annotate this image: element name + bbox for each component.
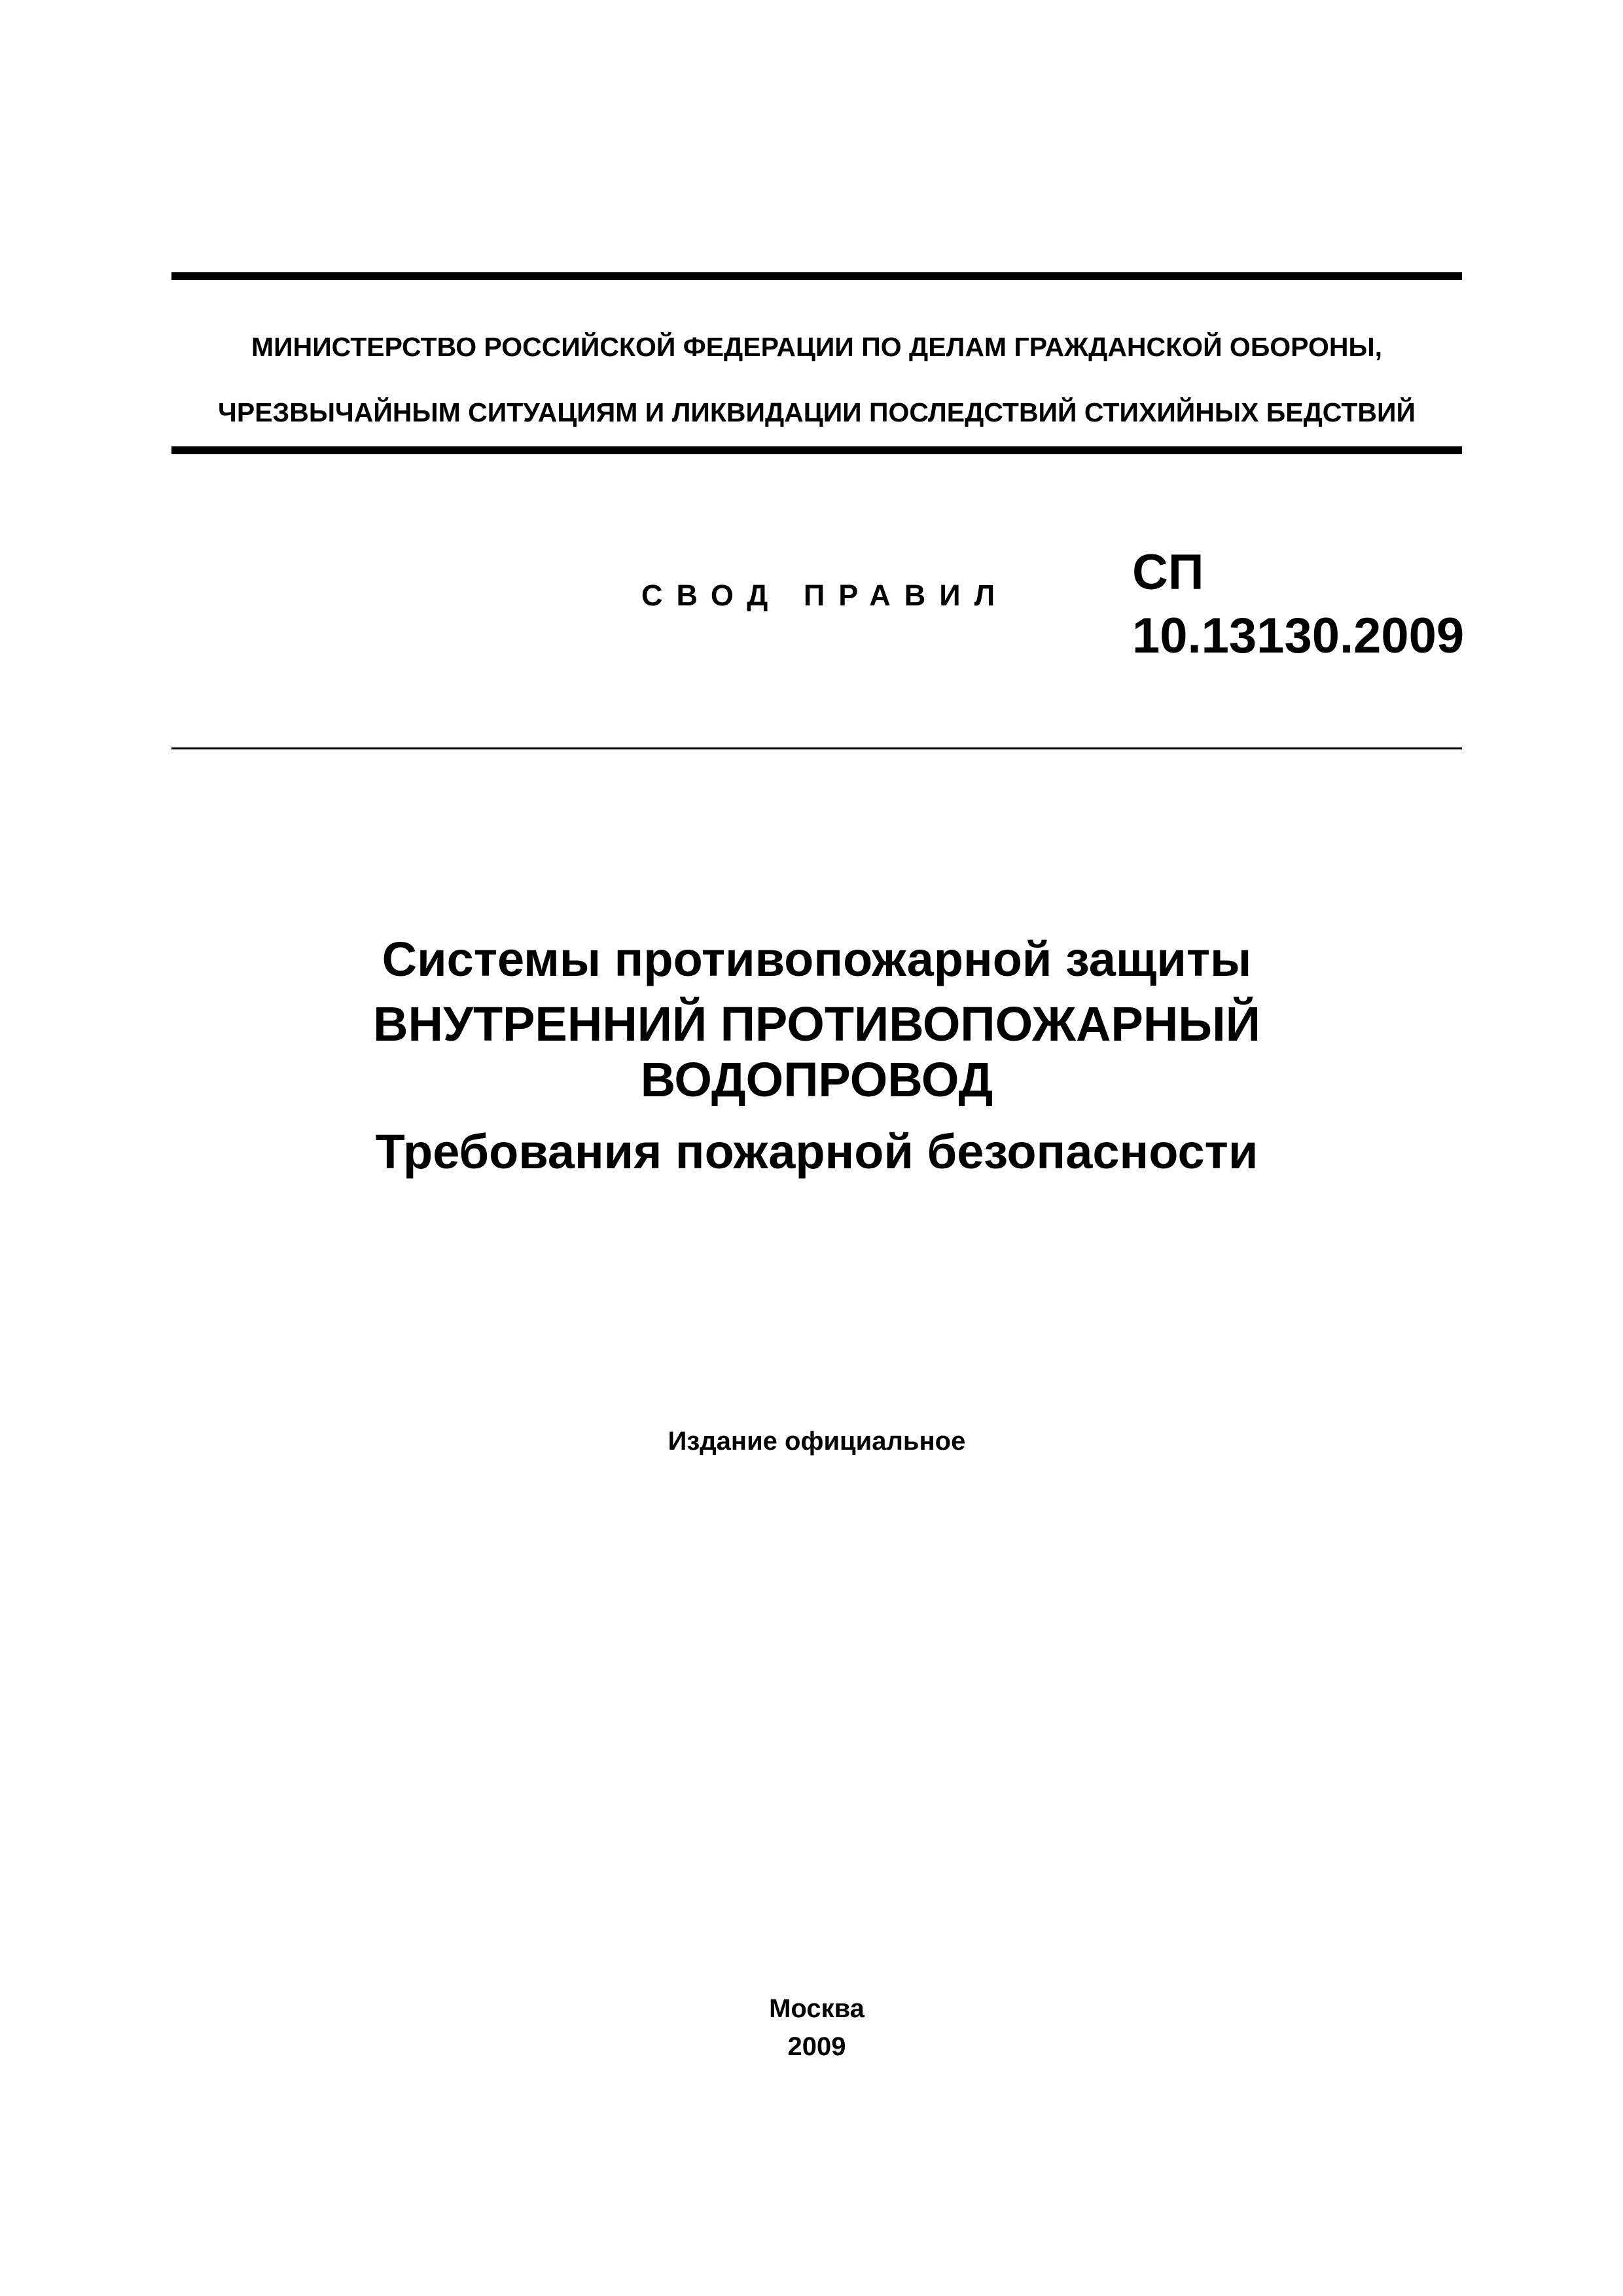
publication-footer (171, 1990, 1462, 2066)
document-type-label: СВОД ПРАВИЛ (641, 579, 1009, 612)
top-thick-rule (171, 272, 1462, 280)
ministry-line-2: ЧРЕЗВЫЧАЙНЫМ СИТУАЦИЯМ И ЛИКВИДАЦИИ ПОСЛЕДСТВИЙ СТИХИЙНЫХ БЕДСТВИЙ (218, 397, 1416, 427)
edition-label: Издание официальное (668, 1427, 966, 1456)
code-number: 10.13130.2009 (1132, 608, 1465, 664)
thin-rule (171, 747, 1462, 749)
publication-city: Москва (769, 1994, 865, 2023)
title-line-3: ВОДОПРОВОД (640, 1052, 993, 1107)
title-line-4: Требования пожарной безопасности (375, 1124, 1258, 1179)
ministry-line-1: МИНИСТЕРСТВО РОССИЙСКОЙ ФЕДЕРАЦИИ ПО ДЕЛАМ ГРАЖДАНСКОЙ ОБОРОНЫ, (251, 332, 1383, 362)
document-title (171, 923, 1462, 1191)
ministry-header (171, 314, 1462, 445)
title-line-2: ВНУТРЕННИЙ ПРОТИВОПОЖАРНЫЙ (373, 997, 1260, 1051)
middle-thick-rule (171, 446, 1462, 454)
title-line-1: Системы противопожарной защиты (382, 932, 1252, 986)
code-prefix: СП (1132, 545, 1204, 600)
document-code (1132, 541, 1464, 668)
publication-year: 2009 (787, 2032, 846, 2061)
